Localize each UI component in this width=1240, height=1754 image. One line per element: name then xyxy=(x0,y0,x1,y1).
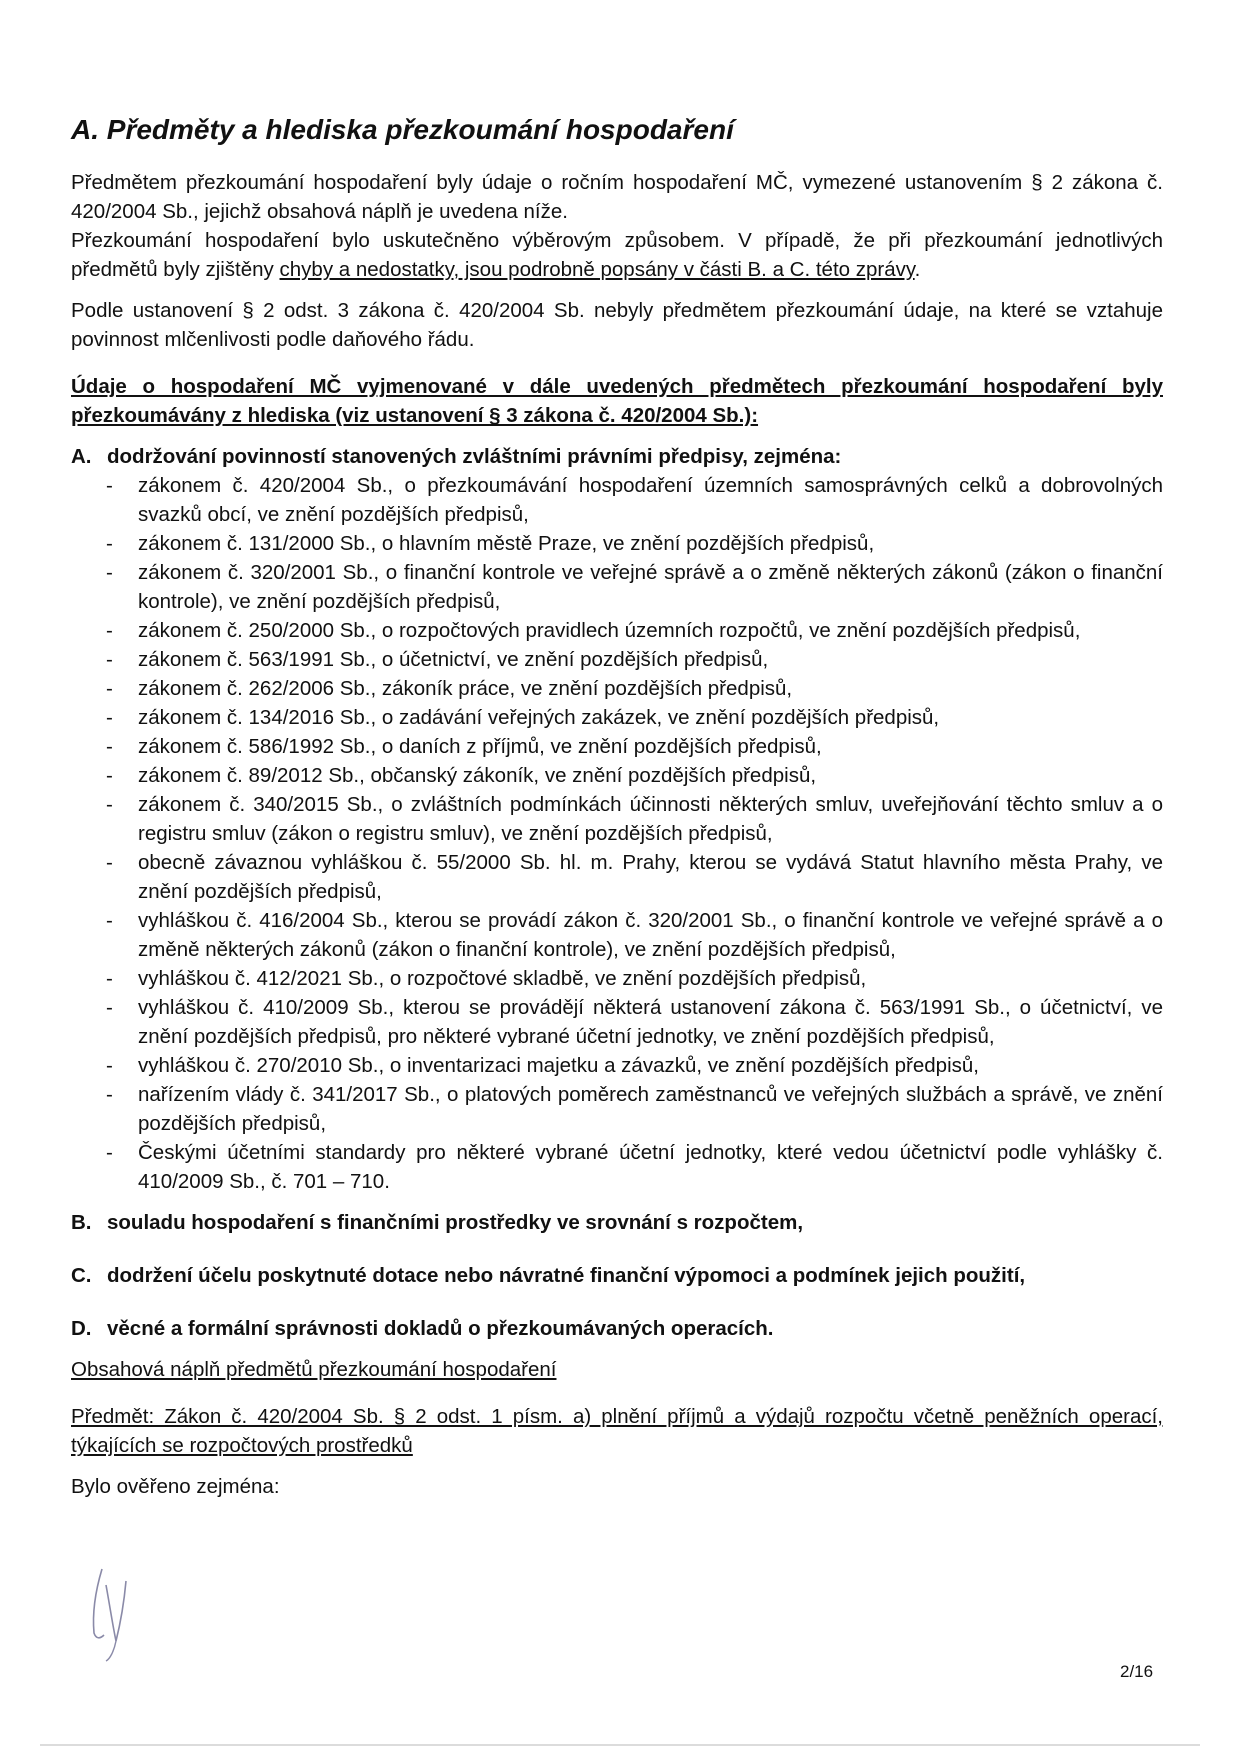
criterion-c-letter: C. xyxy=(71,1264,92,1287)
criterion-a xyxy=(71,442,1163,471)
law-text: Českými účetními standardy pro některé vybrané účetní jednotky, které vedou účetnictví podle vyhlášky č. 410/2009 Sb., č. 701 – 710. xyxy=(138,1141,1163,1193)
law-text: zákonem č. 262/2006 Sb., zákoník práce, ve znění pozdějších předpisů, xyxy=(138,677,793,700)
criterion-b xyxy=(71,1208,1163,1237)
list-item xyxy=(106,790,1163,848)
list-item xyxy=(106,674,1163,703)
list-item xyxy=(106,906,1163,964)
dash-bullet: - xyxy=(106,909,113,932)
law-text: vyhláškou č. 410/2009 Sb., kterou se provádějí některá ustanovení zákona č. 563/1991 Sb., o účetnictví, ve znění pozdějších předpisů, pro některé vybrané účetní jednotky, ve znění pozdějších předpisů, xyxy=(138,996,1163,1048)
list-item xyxy=(106,964,1163,993)
criteria-heading: Údaje o hospodaření MČ vyjmenované v dále uvedených předmětech přezkoumání hospodaření byly přezkoumávány z hlediska (viz ustanovení § 3 zákona č. 420/2004 Sb.): xyxy=(71,375,1163,427)
list-item xyxy=(106,1051,1163,1080)
list-item xyxy=(106,645,1163,674)
dash-bullet: - xyxy=(106,648,113,671)
law-text: zákonem č. 134/2016 Sb., o zadávání veřejných zakázek, ve znění pozdějších předpisů, xyxy=(138,706,940,729)
content-heading: Obsahová náplň předmětů přezkoumání hospodaření xyxy=(71,1358,557,1381)
list-item xyxy=(106,703,1163,732)
dash-bullet: - xyxy=(106,706,113,729)
verified-line: Bylo ověřeno zejména: xyxy=(71,1475,280,1498)
criterion-a-text: dodržování povinností stanovených zvláštními právními předpisy, zejména: xyxy=(107,445,842,468)
law-text: zákonem č. 250/2000 Sb., o rozpočtových pravidlech územních rozpočtů, ve znění pozdějších předpisů, xyxy=(138,619,1081,642)
dash-bullet: - xyxy=(106,1141,113,1164)
intro-paragraph-1: Předmětem přezkoumání hospodaření byly údaje o ročním hospodaření MČ, vymezené ustanovením § 2 zákona č. 420/2004 Sb., jejichž obsahová náplň je uvedena níže. xyxy=(71,171,1163,223)
law-text: obecně závaznou vyhláškou č. 55/2000 Sb. hl. m. Prahy, kterou se vydává Statut hlavního města Prahy, ve znění pozdějších předpisů, xyxy=(138,851,1163,903)
law-text: zákonem č. 320/2001 Sb., o finanční kontrole ve veřejné správě a o změně některých zákonů (zákon o finanční kontrole), ve znění pozdějších předpisů, xyxy=(138,561,1163,613)
law-text: zákonem č. 131/2000 Sb., o hlavním městě Praze, ve znění pozdějších předpisů, xyxy=(138,532,875,555)
intro-paragraph-2-underlined: chyby a nedostatky, jsou podrobně popsány v části B. a C. této zprávy xyxy=(279,258,915,281)
list-item xyxy=(106,993,1163,1051)
list-item xyxy=(106,761,1163,790)
list-item xyxy=(106,529,1163,558)
dash-bullet: - xyxy=(106,619,113,642)
law-text: vyhláškou č. 416/2004 Sb., kterou se provádí zákon č. 320/2001 Sb., o finanční kontrole ve veřejné správě a o změně některých zákonů (zákon o finanční kontrole), ve znění pozdějších předpisů, xyxy=(138,909,1163,961)
dash-bullet: - xyxy=(106,967,113,990)
law-text: zákonem č. 563/1991 Sb., o účetnictví, ve znění pozdějších předpisů, xyxy=(138,648,769,671)
dash-bullet: - xyxy=(106,1083,113,1106)
criterion-b-text: souladu hospodaření s finančními prostředky ve srovnání s rozpočtem, xyxy=(107,1211,804,1234)
criterion-c-text: dodržení účelu poskytnuté dotace nebo návratné finanční výpomoci a podmínek jejich použití, xyxy=(107,1264,1026,1287)
criterion-d-letter: D. xyxy=(71,1317,92,1340)
page-content xyxy=(71,112,1163,1501)
law-text: vyhláškou č. 270/2010 Sb., o inventarizaci majetku a závazků, ve znění pozdějších předpisů, xyxy=(138,1054,979,1077)
page-number: 2/16 xyxy=(1120,1662,1154,1681)
list-item xyxy=(106,558,1163,616)
law-text: zákonem č. 89/2012 Sb., občanský zákoník, ve znění pozdějších předpisů, xyxy=(138,764,817,787)
law-text: zákonem č. 586/1992 Sb., o daních z příjmů, ve znění pozdějších předpisů, xyxy=(138,735,822,758)
law-text: nařízením vlády č. 341/2017 Sb., o platových poměrech zaměstnanců ve veřejných službách a správě, ve znění pozdějších předpisů, xyxy=(138,1083,1163,1135)
scan-edge-line xyxy=(40,1744,1200,1746)
dash-bullet: - xyxy=(106,474,113,497)
dash-bullet: - xyxy=(106,532,113,555)
criterion-d-text: věcné a formální správnosti dokladů o přezkoumávaných operacích. xyxy=(107,1317,774,1340)
list-item xyxy=(106,1138,1163,1196)
law-text: zákonem č. 420/2004 Sb., o přezkoumávání hospodaření územních samosprávných celků a dobrovolných svazků obcí, ve znění pozdějších předpisů, xyxy=(138,474,1163,526)
dash-bullet: - xyxy=(106,793,113,816)
subject-line: Předmět: Zákon č. 420/2004 Sb. § 2 odst. 1 písm. a) plnění příjmů a výdajů rozpočtu včetně peněžních operací, týkajících se rozpočtových prostředků xyxy=(71,1405,1163,1457)
section-heading: A. Předměty a hlediska přezkoumání hospodaření xyxy=(71,114,734,145)
criterion-b-letter: B. xyxy=(71,1211,92,1234)
criterion-a-letter: A. xyxy=(71,445,92,468)
list-item xyxy=(106,1080,1163,1138)
dash-bullet: - xyxy=(106,764,113,787)
dash-bullet: - xyxy=(106,1054,113,1077)
handwritten-initials xyxy=(80,1555,140,1665)
law-text: vyhláškou č. 412/2021 Sb., o rozpočtové skladbě, ve znění pozdějších předpisů, xyxy=(138,967,867,990)
criterion-c xyxy=(71,1261,1163,1290)
law-text: zákonem č. 340/2015 Sb., o zvláštních podmínkách účinnosti některých smluv, uveřejňování těchto smluv a o registru smluv (zákon o registru smluv), ve znění pozdějších předpisů, xyxy=(138,793,1163,845)
intro-paragraph-2 xyxy=(71,226,1163,284)
dash-bullet: - xyxy=(106,677,113,700)
list-item xyxy=(106,848,1163,906)
list-item xyxy=(106,616,1163,645)
list-item xyxy=(106,471,1163,529)
dash-bullet: - xyxy=(106,851,113,874)
intro-paragraph-2-end: . xyxy=(914,258,921,281)
dash-bullet: - xyxy=(106,735,113,758)
criterion-d xyxy=(71,1314,1163,1343)
dash-bullet: - xyxy=(106,996,113,1019)
intro-paragraph-3: Podle ustanovení § 2 odst. 3 zákona č. 420/2004 Sb. nebyly předmětem přezkoumání údaje, na které se vztahuje povinnost mlčenlivosti podle daňového řádu. xyxy=(71,299,1163,351)
dash-bullet: - xyxy=(106,561,113,584)
laws-list xyxy=(71,471,1163,1196)
intro-paragraph-2-lead: Přezkoumání hospodaření bylo uskutečněno výběrovým způsobem. V případě, že při přezkoumání jednotlivých předmětů byly zjištěny xyxy=(71,229,1163,281)
list-item xyxy=(106,732,1163,761)
